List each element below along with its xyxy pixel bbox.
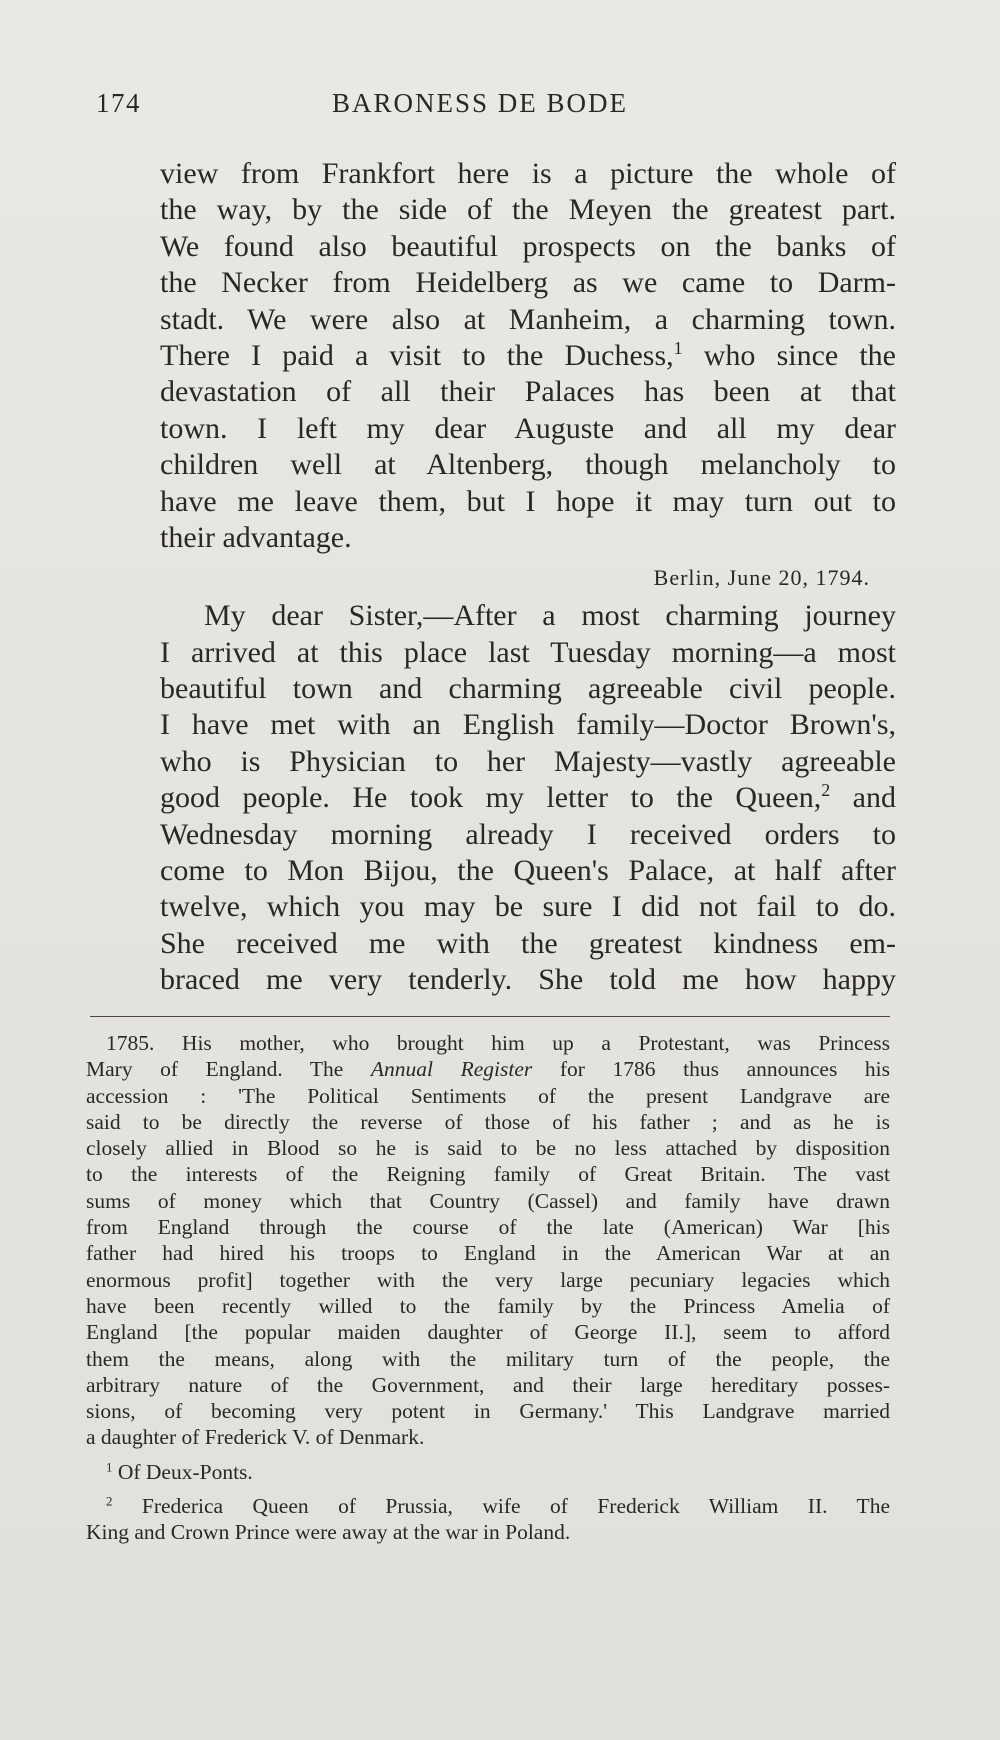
text-line: My dear Sister,—After a most charming journey: [204, 599, 896, 633]
text-line: I have met with an English family—Doctor Brown's,: [160, 708, 896, 742]
text-line: stadt. We were also at Manheim, a charming town.: [160, 302, 896, 336]
text-line: the way, by the side of the Meyen the greatest part.: [160, 193, 896, 227]
footnote-line: to the interests of the Reigning family of Great Britain. The vast: [86, 1162, 890, 1187]
footnote-2: [86, 1493, 890, 1519]
footnote-line: arbitrary nature of the Government, and their large hereditary posses-: [86, 1372, 890, 1397]
footnote-line: said to be directly the reverse of those of his father ; and as he is: [86, 1109, 890, 1134]
footnote-text: Of Deux-Ponts.: [112, 1459, 253, 1484]
running-head: BARONESS DE BODE: [332, 88, 629, 118]
footnote-text: Frederica Queen of Prussia, wife of Frederick William II. The: [112, 1494, 890, 1519]
footnote-marker: 1: [106, 1460, 113, 1475]
page-number: 174: [96, 88, 141, 118]
footnote-line: from England through the course of the late (American) War [his: [86, 1215, 890, 1240]
footnote-line: enormous profit] together with the very large pecuniary legacies which: [86, 1267, 890, 1292]
text-line: [160, 780, 896, 816]
text-fragment: and: [830, 781, 896, 815]
text-fragment: good people. He took my letter to the Queen,: [160, 781, 822, 815]
text-line: [160, 338, 896, 374]
footnote-line: accession : 'The Political Sentiments of the present Landgrave are: [86, 1083, 890, 1108]
text-line: children well at Altenberg, though melancholy to: [160, 448, 896, 482]
footnote-rule: [90, 1016, 890, 1017]
footnote-line: sions, of becoming very potent in Germany.' This Landgrave married: [86, 1399, 890, 1424]
text-line: twelve, which you may be sure I did not fail to do.: [160, 890, 896, 924]
text-fragment: There I paid a visit to the Duchess,: [160, 338, 674, 372]
text-line: We found also beautiful prospects on the banks of: [160, 229, 896, 263]
text-line: who is Physician to her Majesty—vastly agreeable: [160, 744, 896, 778]
footnote-line: them the means, along with the military turn of the people, the: [86, 1346, 890, 1371]
text-line: town. I left my dear Auguste and all my dear: [160, 411, 896, 445]
text-line: devastation of all their Palaces has been at that: [160, 375, 896, 409]
text-fragment: for 1786 thus announces his: [532, 1057, 890, 1082]
footnote-line: [86, 1056, 890, 1082]
text-line: Wednesday morning already I received orders to: [160, 817, 896, 851]
footnote-line: father had hired his troops to England in the American War at an: [86, 1241, 890, 1266]
footnote-line: closely allied in Blood so he is said to be no less attached by disposition: [86, 1136, 890, 1161]
text-fragment: Mary of England. The: [86, 1057, 371, 1082]
text-line: the Necker from Heidelberg as we came to Darm-: [160, 266, 896, 300]
footnote-marker: 2: [821, 780, 831, 801]
footnote-marker: 1: [673, 338, 683, 359]
footnote-line: a daughter of Frederick V. of Denmark.: [86, 1425, 425, 1450]
footnote-1: [86, 1459, 890, 1485]
footnote-line: sums of money which that Country (Cassel) and family have drawn: [86, 1188, 890, 1213]
text-line: their advantage.: [160, 520, 352, 554]
text-line: have me leave them, but I hope it may turn out to: [160, 484, 896, 518]
text-line: I arrived at this place last Tuesday morning—a most: [160, 635, 896, 669]
italic-title: Annual Register: [370, 1057, 533, 1082]
footnote-line: King and Crown Prince were away at the war in Poland.: [86, 1520, 571, 1545]
text-line: come to Mon Bijou, the Queen's Palace, at half after: [160, 854, 896, 888]
footnote-line: England [the popular maiden daughter of George II.], seem to afford: [86, 1320, 890, 1345]
text-line: braced me very tenderly. She told me how happy: [160, 963, 896, 997]
footnote-line: 1785. His mother, who brought him up a Protestant, was Princess: [106, 1031, 890, 1055]
body-text: [160, 156, 896, 999]
letter-dateline: Berlin, June 20, 1794.: [653, 565, 870, 591]
footnotes: [86, 1030, 890, 1546]
text-fragment: who since the: [682, 338, 896, 372]
footnote-marker: 2: [106, 1494, 113, 1509]
text-line: view from Frankfort here is a picture the whole of: [160, 157, 896, 190]
text-line: beautiful town and charming agreeable civil people.: [160, 672, 896, 706]
text-line: She received me with the greatest kindness em-: [160, 926, 896, 960]
page-header: [96, 88, 900, 128]
footnote-line: have been recently willed to the family by the Princess Amelia of: [86, 1293, 890, 1318]
